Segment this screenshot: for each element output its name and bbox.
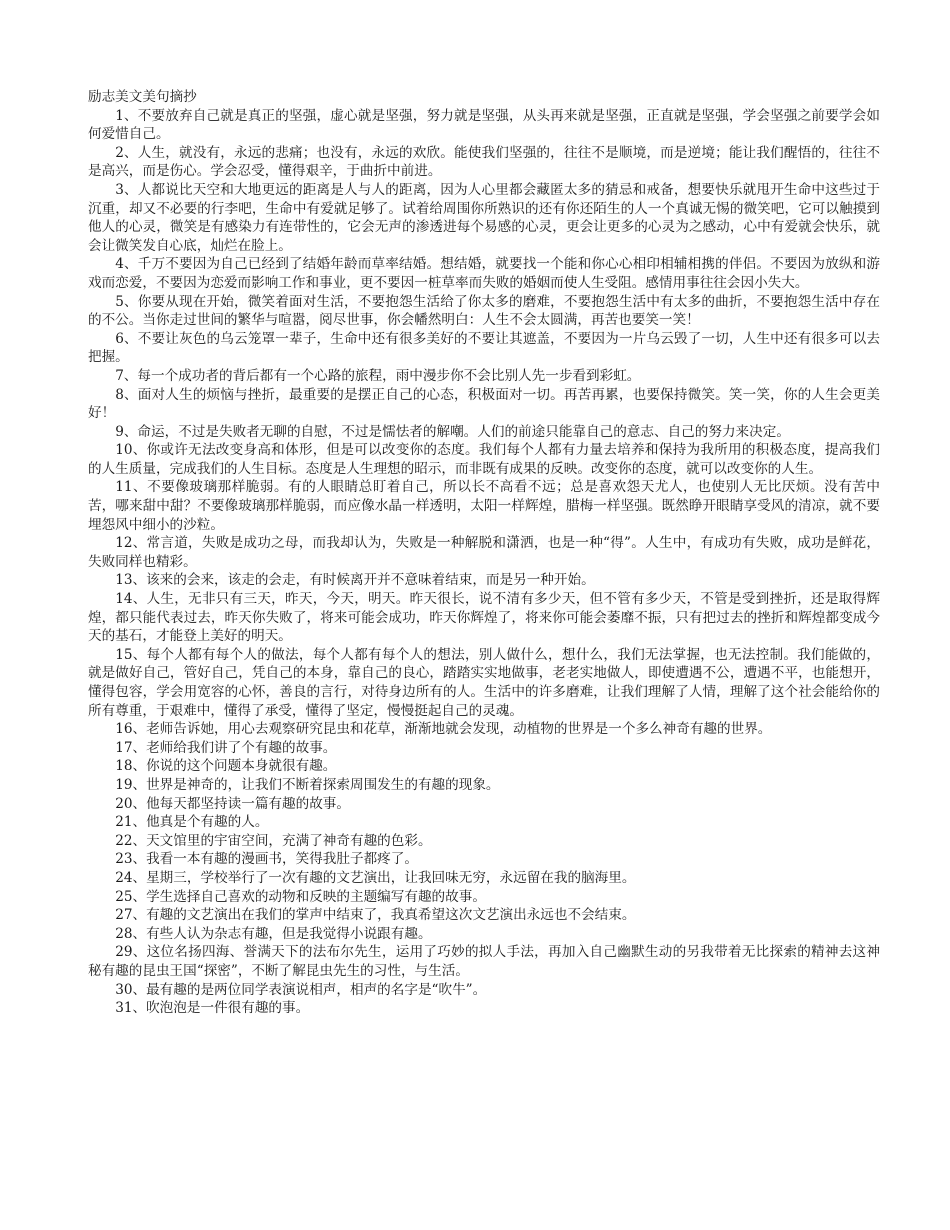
- paragraph: 17、老师给我们讲了个有趣的故事。: [115, 739, 337, 756]
- paragraph: 20、他每天都坚持读一篇有趣的故事。: [115, 795, 350, 812]
- paragraph: 8、面对人生的烦恼与挫折，最重要的是摆正自己的心态，积极面对一切。再苦再累，也要保持微笑。笑一笑，你的人生会更美好！: [88, 386, 880, 422]
- paragraph: 28、有些人认为杂志有趣，但是我觉得小说跟有趣。: [115, 925, 432, 942]
- paragraph: 25、学生选择自己喜欢的动物和反映的主题编写有趣的故事。: [115, 888, 486, 905]
- paragraph: 12、常言道，失败是成功之母，而我却认为，失败是一种解脱和潇洒，也是一种“得”。人生中，有成功有失败，成功是鲜花，失败同样也精彩。: [88, 535, 880, 570]
- paragraph: 31、吹泡泡是一件很有趣的事。: [115, 1000, 310, 1017]
- paragraph: 14、人生，无非只有三天，昨天，今天，明天。昨天很长，说不清有多少天，但不管有多少天，不管是受到挫折，还是取得辉煌，都只能代表过去，昨天你失败了，将来可能会成功，昨天你辉煌了，将来你可能会萎靡不振，只有把过去的挫折和辉煌都变成今天的基石，才能登上美好的明天。: [88, 591, 880, 645]
- paragraph: 19、世界是神奇的，让我们不断着探索周围发生的有趣的现象。: [115, 776, 500, 793]
- paragraph: 16、老师告诉她，用心去观察研究昆虫和花草，渐渐地就会发现，动植物的世界是一个多么神奇有趣的世界。: [115, 721, 772, 738]
- paragraph: 7、每一个成功者的背后都有一个心路的旅程，雨中漫步你不会比别人先一步看到彩虹。: [115, 367, 641, 384]
- paragraph: 23、我看一本有趣的漫画书，笑得我肚子都疼了。: [115, 851, 418, 868]
- paragraph: 15、每个人都有每个人的做法，每个人都有每个人的想法，别人做什么，想什么，我们无法掌握，也无法控制。我们能做的，就是做好自己，管好自己，凭自己的本身，靠自己的良心，踏踏实实地做事，老老实地做人，即使遭遇不公，遭遇不平，也能想开，懂得包容，学会用宽容的心怀，善良的言行，对待身边所有的人。生活中的许多磨难，让我们理解了人情，理解了这个社会能给你的所有尊重，于艰难中，懂得了承受，懂得了坚定，慢慢挺起自己的灵魂。: [88, 646, 880, 719]
- paragraph: 9、命运，不过是失败者无聊的自慰，不过是懦怯者的解嘲。人们的前途只能靠自己的意志、自己的努力来决定。: [115, 423, 790, 440]
- paragraph: 29、这位名扬四海、誉满天下的法布尔先生，运用了巧妙的拟人手法，再加入自己幽默生动的另我带着无比探索的精神去这神秘有趣的昆虫王国“探密”，不断了解昆虫先生的习性，与生活。: [88, 944, 880, 979]
- paragraph: 2、人生，就没有，永远的悲痛；也没有，永远的欢欣。能使我们坚强的，往往不是顺境，而是逆境；能让我们醒悟的，往往不是高兴，而是伤心。学会忍受，懂得艰辛，于曲折中前进。: [88, 144, 880, 180]
- paragraph: 30、最有趣的是两位同学表演说相声，相声的名字是“吹牛”。: [115, 981, 487, 998]
- paragraph: 4、千万不要因为自己已经到了结婚年龄而草率结婚。想结婚，就要找一个能和你心心相印相辅相携的伴侣。不要因为放纵和游戏而恋爱，不要因为恋爱而影响工作和事业，更不要因一桩草率而失败的婚姻而使人生受阻。感情用事往往会因小失大。: [88, 256, 880, 291]
- paragraph: 13、该来的会来，该走的会走，有时候离开并不意味着结束，而是另一种开始。: [115, 572, 595, 589]
- paragraph: 21、他真是个有趣的人。: [115, 814, 269, 831]
- document-title: 励志美文美句摘抄: [88, 89, 197, 105]
- paragraph: 5、你要从现在开始，微笑着面对生活，不要抱怨生活给了你太多的磨难，不要抱怨生活中有太多的曲折，不要抱怨生活中存在的不公。当你走过世间的繁华与喧嚣，阅尽世事，你会幡然明白：人生不会太圆满，再苦也要笑一笑！: [88, 293, 880, 329]
- paragraph: 10、你或许无法改变身高和体形，但是可以改变你的态度。我们每个人都有力量去培养和保持为我所用的积极态度，提高我们的人生质量，完成我们的人生目标。态度是人生理想的昭示，而非既有成果的反映。改变你的态度，就可以改变你的人生。: [88, 442, 880, 477]
- paragraph: 22、天文馆里的宇宙空间，充满了神奇有趣的色彩。: [115, 832, 432, 849]
- paragraph: 18、你说的这个问题本身就很有趣。: [115, 758, 337, 775]
- paragraph: 1、不要放弃自己就是真正的坚强，虚心就是坚强，努力就是坚强，从头再来就是坚强，正直就是坚强，学会坚强之前要学会如何爱惜自己。: [88, 107, 880, 143]
- paragraph: 24、星期三，学校举行了一次有趣的文艺演出，让我回味无穷，永远留在我的脑海里。: [115, 869, 636, 886]
- paragraph: 11、不要像玻璃那样脆弱。有的人眼睛总盯着自己，所以长不高看不远；总是喜欢怨天尤人，也使别人无比厌烦。没有苦中苦，哪来甜中甜？不要像玻璃那样脆弱，而应像水晶一样透明，太阳一样辉煌，腊梅一样坚强。既然睁开眼睛享受风的清凉，就不要埋怨风中细小的沙粒。: [88, 479, 880, 533]
- paragraph-list: [88, 107, 880, 1018]
- paragraph: 6、不要让灰色的乌云笼罩一辈子，生命中还有很多美好的不要让其遮盖，不要因为一片乌云毁了一切，人生中还有很多可以去把握。: [88, 330, 880, 366]
- paragraph: 3、人都说比天空和大地更远的距离是人与人的距离，因为人心里都会藏匿太多的猜忌和戒备，想要快乐就甩开生命中这些过于沉重，却又不必要的行李吧，生命中有爱就足够了。试着给周围你所熟识的还有你还陌生的人一个真诚无惕的微笑吧，它可以触摸到他人的心灵，微笑是有感染力有连带性的，它会无声的渗透进每个易感的心灵，更会让更多的心灵为之感动，心中有爱就会快乐，就会让微笑发自心底，灿烂在脸上。: [88, 181, 880, 254]
- paragraph: 27、有趣的文艺演出在我们的掌声中结束了，我真希望这次文艺演出永远也不会结束。: [115, 907, 636, 924]
